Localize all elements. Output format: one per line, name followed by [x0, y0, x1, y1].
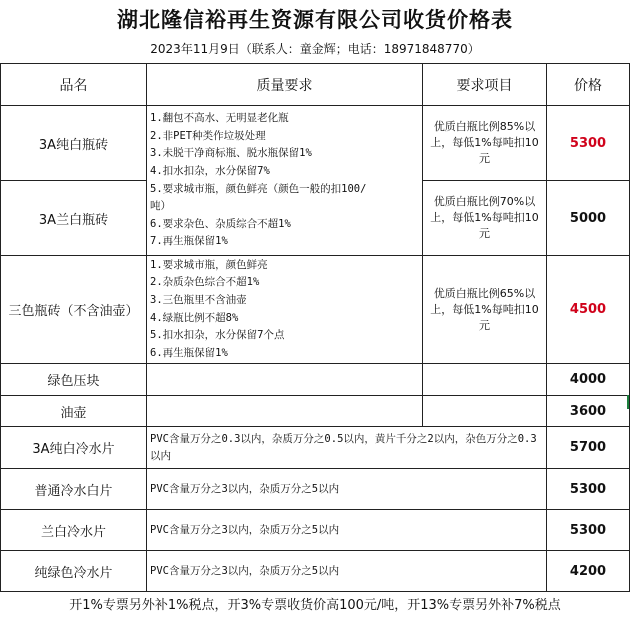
header-quality: 质量要求 [147, 64, 423, 106]
product-name: 普通冷水白片 [1, 469, 147, 510]
requirement-item [423, 364, 547, 396]
quality-requirements [147, 106, 423, 256]
quality-line: 6.再生瓶保留1% [150, 346, 228, 359]
table-row [1, 469, 630, 510]
product-name: 油壶 [1, 396, 147, 427]
product-name: 绿色压块 [1, 364, 147, 396]
quality-line: 6.要求杂色、杂质综合不超1% [150, 217, 291, 230]
table-row [1, 396, 630, 427]
product-name: 3A纯白冷水片 [1, 427, 147, 469]
price-table [0, 63, 630, 592]
product-name: 三色瓶砖（不含油壶） [1, 256, 147, 364]
quality-line: 1.翻包不高水、无明显老化瓶 [150, 112, 289, 125]
page-title: 湖北隆信裕再生资源有限公司收货价格表 [117, 8, 513, 32]
quality-line: 3.三色瓶里不含油壶 [150, 293, 247, 306]
price-value: 5000 [547, 181, 630, 256]
table-row [1, 551, 630, 592]
quality-requirements [147, 364, 423, 396]
quality-requirements: PVC含量万分之0.3以内，杂质万分之0.5以内，黄片千分之2以内，杂色万分之0.3以内 [147, 427, 547, 469]
product-name: 兰白冷水片 [1, 510, 147, 551]
requirement-item [423, 396, 547, 427]
cell-selection-marker [627, 395, 629, 409]
price-value: 5300 [547, 469, 630, 510]
price-value: 5300 [547, 510, 630, 551]
price-value: 4500 [547, 256, 630, 364]
header-price: 价格 [547, 64, 630, 106]
quality-line: 2.杂质杂色综合不超1% [150, 276, 260, 289]
requirement-item: 优质白瓶比例70%以上，每低1%每吨扣10元 [423, 181, 547, 256]
quality-requirements: PVC含量万分之3以内，杂质万分之5以内 [147, 551, 547, 592]
header-item: 要求项目 [423, 64, 547, 106]
quality-line: 4.扣水扣杂，水分保留7% [150, 164, 270, 177]
header-row [1, 64, 630, 106]
quality-line: 2.非PET种类作垃圾处理 [150, 129, 266, 142]
tax-note: 开1%专票另外补1%税点，开3%专票收货价高100元/吨，开13%专票另外补7%税点 [69, 598, 561, 613]
quality-requirements: PVC含量万分之3以内，杂质万分之5以内 [147, 469, 547, 510]
date-contact-line: 2023年11月9日（联系人：童金辉；电话：18971848770） [150, 42, 480, 56]
table-row [1, 256, 630, 364]
quality-line: 7.再生瓶保留1% [150, 235, 228, 248]
price-value: 3600 [547, 396, 630, 427]
quality-line: 5.要求城市瓶，颜色鲜亮（颜色一般的扣100/ [150, 182, 367, 195]
header-name: 品名 [1, 64, 147, 106]
price-value: 4200 [547, 551, 630, 592]
quality-line: 5.扣水扣杂，水分保留7个点 [150, 329, 285, 342]
quality-line: 吨） [150, 200, 171, 213]
price-value: 4000 [547, 364, 630, 396]
quality-requirements [147, 396, 423, 427]
requirement-item: 优质白瓶比例65%以上，每低1%每吨扣10元 [423, 256, 547, 364]
quality-line: 1.要求城市瓶，颜色鲜亮 [150, 258, 268, 271]
quality-requirements: PVC含量万分之3以内，杂质万分之5以内 [147, 510, 547, 551]
quality-requirements [147, 256, 423, 364]
table-row [1, 106, 630, 181]
price-value: 5300 [547, 106, 630, 181]
price-value: 5700 [547, 427, 630, 469]
table-row [1, 364, 630, 396]
quality-line: 3.未脱干净商标瓶、脱水瓶保留1% [150, 147, 312, 160]
table-row [1, 510, 630, 551]
requirement-item: 优质白瓶比例85%以上，每低1%每吨扣10元 [423, 106, 547, 181]
table-row [1, 427, 630, 469]
product-name: 3A兰白瓶砖 [1, 181, 147, 256]
product-name: 3A纯白瓶砖 [1, 106, 147, 181]
product-name: 纯绿色冷水片 [1, 551, 147, 592]
quality-line: 4.绿瓶比例不超8% [150, 311, 239, 324]
